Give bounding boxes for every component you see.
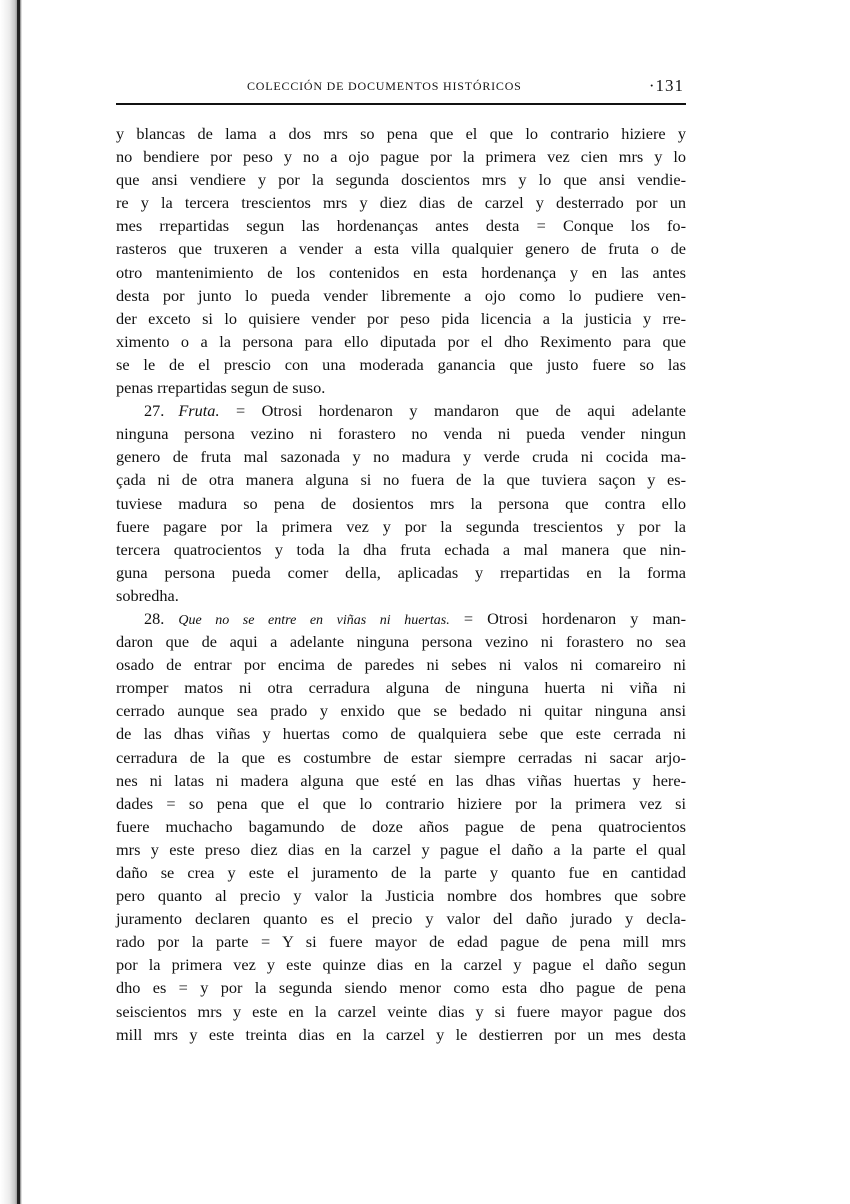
text-line: nes ni latas ni madera alguna que esté en las dhas viñas huertas y here- <box>116 770 686 790</box>
section-rubric: Que no se entre en viñas ni huertas. <box>178 612 450 628</box>
text-line: osado de entrar por encima de paredes ni sebes ni valos ni comareiro ni <box>116 655 686 675</box>
text-line: mrs y este preso diez dias en la carzel y pague el daño a la parte el qual <box>116 839 686 859</box>
text-line: por la primera vez y este quinze dias en la carzel y pague el daño segun <box>116 955 686 975</box>
text-line: cerrado aunque sea prado y enxido que se bedado ni quitar ninguna ansi <box>116 701 686 721</box>
text-line: daño se crea y este el juramento de la parte y quanto fue en cantidad <box>116 863 686 882</box>
scan-binding-edge-line <box>17 0 20 1204</box>
text-line: cerradura de la que es costumbre de estar siempre cerradas ni sacar arjo- <box>116 747 686 767</box>
text-line: daron que de aqui a adelante ninguna persona vezino ni forastero no sea <box>116 632 686 652</box>
section-number: 27. <box>144 401 165 421</box>
running-header-title: COLECCIÓN DE DOCUMENTOS HISTÓRICOS <box>247 79 522 93</box>
text-fragment: = Otrosi hordenaron y mandaron que de aqui adelante <box>235 401 686 421</box>
section-28-first-line <box>116 607 686 630</box>
text-line: fuere muchacho bagamundo de doze años pague de pena quatrocientos <box>116 816 686 836</box>
text-line: desta por junto lo pueda vender libremente a ojo como lo pudiere ven- <box>116 285 686 305</box>
running-header <box>116 76 686 98</box>
text-line: mes rrepartidas segun las hordenanças antes desta = Conque los fo- <box>116 216 686 236</box>
section-rubric: Fruta. <box>178 401 220 421</box>
page-body <box>116 122 686 1046</box>
text-line: se le de el prescio con una moderada ganancia que justo fuere so las <box>116 354 686 374</box>
text-line: pero quanto al precio y valor la Justicia nombre dos hombres que sobre <box>116 886 686 906</box>
text-line: mill mrs y este treinta dias en la carzel y le destierren por un mes desta <box>116 1024 686 1044</box>
text-line: re y la tercera trescientos mrs y diez dias de carzel y desterrado por un <box>116 193 686 213</box>
text-line: no bendiere por peso y no a ojo pague por la primera vez cien mrs y lo <box>116 147 686 167</box>
text-line: genero de fruta mal sazonada y no madura y verde cruda ni cocida ma- <box>116 447 686 467</box>
section-number: 28. <box>144 608 165 628</box>
text-line: rado por la parte = Y si fuere mayor de edad pague de pena mill mrs <box>116 932 686 952</box>
text-line: çada ni de otra manera alguna si no fuera de la que tuviera saçon y es- <box>116 470 686 490</box>
text-line: y blancas de lama a dos mrs so pena que el que lo contrario hiziere y <box>116 124 686 143</box>
text-line: sobredha. <box>116 585 179 605</box>
text-line: juramento declaren quanto es el precio y valor del daño jurado y decla- <box>116 909 686 929</box>
text-line: guna persona pueda comer della, aplicadas y rrepartidas en la forma <box>116 562 686 582</box>
text-line: dho es = y por la segunda siendo menor como esta dho pague de pena <box>116 978 686 998</box>
text-line: que ansi vendiere y por la segunda doscientos mrs y lo que ansi vendie- <box>116 170 686 190</box>
text-line: tuviese madura so pena de dosientos mrs la persona que contra ello <box>116 493 686 513</box>
section-27-first-line <box>116 399 686 422</box>
section-28 <box>116 607 686 1046</box>
text-line: rromper matos ni otra cerradura alguna de ninguna huerta ni viña ni <box>116 678 686 698</box>
header-rule <box>116 103 686 105</box>
text-line: ximento o a la persona para ello diputada por el dho Reximento para que <box>116 331 686 351</box>
text-line: rasteros que truxeren a vender a esta villa qualquier genero de fruta o de <box>116 239 686 259</box>
text-line: de las dhas viñas y huertas como de qualquiera sebe que este cerrada ni <box>116 724 686 744</box>
section-27 <box>116 399 686 607</box>
text-fragment: = Otrosi hordenaron y man- <box>463 608 686 628</box>
text-line: dades = so pena que el que lo contrario hiziere por la primera vez si <box>116 793 686 813</box>
text-line: der exceto si lo quisiere vender por peso pida licencia a la justicia y rre- <box>116 308 686 328</box>
paragraph-continuation <box>116 122 686 399</box>
text-line: ninguna persona vezino ni forastero no venda ni pueda vender ningun <box>116 424 686 444</box>
text-line: tercera quatrocientos y toda la dha fruta echada a mal manera que nin- <box>116 539 686 559</box>
text-line: otro mantenimiento de los contenidos en esta hordenança y en las antes <box>116 262 686 282</box>
page-number: ·131 <box>648 76 684 95</box>
text-line: seiscientos mrs y este en la carzel veinte dias y si fuere mayor pague dos <box>116 1001 686 1021</box>
text-line: fuere pagare por la primera vez y por la segunda trescientos y por la <box>116 516 686 536</box>
text-line: penas rrepartidas segun de suso. <box>116 378 326 398</box>
